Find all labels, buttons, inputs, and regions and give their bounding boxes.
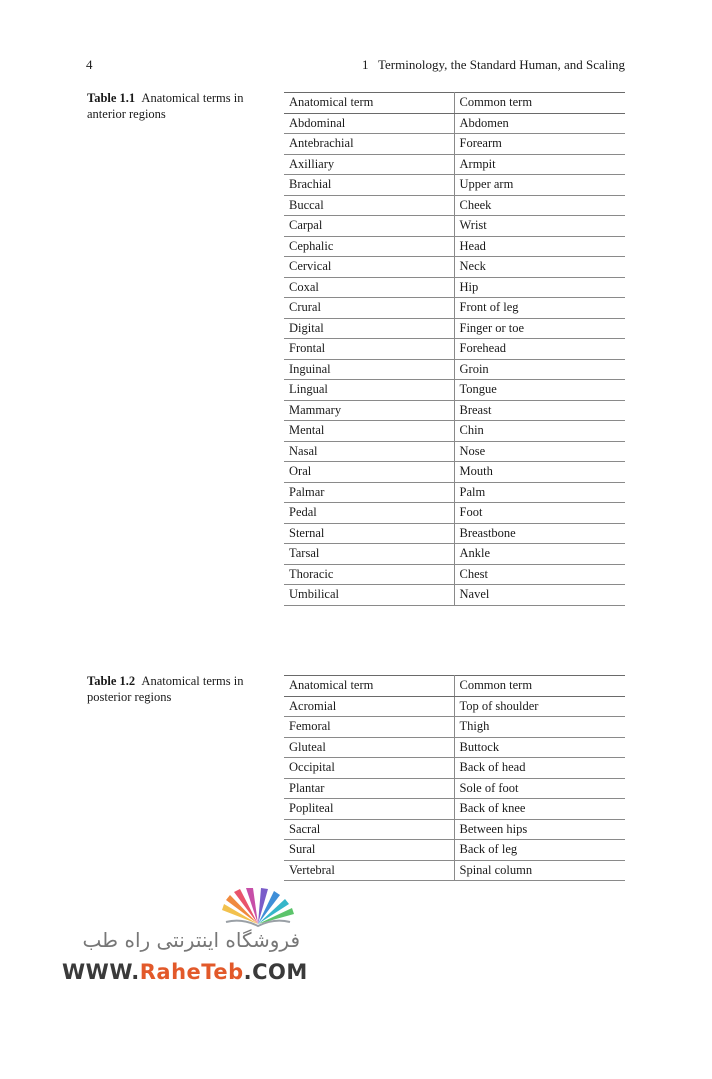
common-term-cell: Front of leg xyxy=(454,298,625,319)
table-row xyxy=(284,585,625,606)
watermark-logo xyxy=(60,888,308,988)
table-row xyxy=(284,113,625,134)
common-term-cell: Palm xyxy=(454,482,625,503)
table-label: Table 1.2 xyxy=(87,674,136,688)
table-caption-text: Anatomical terms in posterior regions xyxy=(87,674,244,704)
anatomical-term-cell: Oral xyxy=(284,462,454,483)
anatomical-term-cell: Popliteal xyxy=(284,799,454,820)
common-term-cell: Nose xyxy=(454,441,625,462)
anatomical-term-cell: Carpal xyxy=(284,216,454,237)
anatomical-term-cell: Thoracic xyxy=(284,564,454,585)
table-row xyxy=(284,523,625,544)
watermark-url-prefix: WWW. xyxy=(62,960,140,984)
watermark-persian-text: فروشگاه اینترنتی راه طب xyxy=(82,928,300,952)
table-row xyxy=(284,462,625,483)
common-term-cell: Forearm xyxy=(454,134,625,155)
anatomical-term-cell: Sural xyxy=(284,840,454,861)
common-term-cell: Hip xyxy=(454,277,625,298)
table-header-row xyxy=(284,93,625,114)
table-row xyxy=(284,380,625,401)
common-term-cell: Buttock xyxy=(454,737,625,758)
common-term-cell: Navel xyxy=(454,585,625,606)
anatomical-term-cell: Femoral xyxy=(284,717,454,738)
anatomical-term-cell: Sacral xyxy=(284,819,454,840)
table-anterior-terms xyxy=(284,92,625,606)
common-term-cell: Top of shoulder xyxy=(454,696,625,717)
table-caption xyxy=(87,673,262,705)
anatomical-term-cell: Frontal xyxy=(284,339,454,360)
anatomical-term-cell: Occipital xyxy=(284,758,454,779)
table-row xyxy=(284,236,625,257)
table-label: Table 1.1 xyxy=(87,91,136,105)
common-term-cell: Forehead xyxy=(454,339,625,360)
table-row xyxy=(284,860,625,881)
common-term-cell: Groin xyxy=(454,359,625,380)
common-term-cell: Ankle xyxy=(454,544,625,565)
table-row xyxy=(284,277,625,298)
table-row xyxy=(284,441,625,462)
table-row xyxy=(284,840,625,861)
table-row xyxy=(284,195,625,216)
common-term-cell: Back of leg xyxy=(454,840,625,861)
running-head: 1 Terminology, the Standard Human, and Scaling xyxy=(361,57,625,72)
common-term-cell: Abdomen xyxy=(454,113,625,134)
common-term-cell: Tongue xyxy=(454,380,625,401)
anatomical-term-cell: Vertebral xyxy=(284,860,454,881)
book-fan-icon xyxy=(216,888,300,928)
anatomical-term-cell: Inguinal xyxy=(284,359,454,380)
anatomical-term-cell: Nasal xyxy=(284,441,454,462)
common-term-cell: Neck xyxy=(454,257,625,278)
anatomical-term-cell: Pedal xyxy=(284,503,454,524)
anatomical-term-cell: Crural xyxy=(284,298,454,319)
table-row xyxy=(284,359,625,380)
column-header: Anatomical term xyxy=(284,676,454,697)
common-term-cell: Finger or toe xyxy=(454,318,625,339)
anatomical-term-cell: Gluteal xyxy=(284,737,454,758)
table-row xyxy=(284,257,625,278)
table-row xyxy=(284,564,625,585)
anatomical-term-cell: Digital xyxy=(284,318,454,339)
common-term-cell: Cheek xyxy=(454,195,625,216)
common-term-cell: Back of knee xyxy=(454,799,625,820)
anatomical-term-cell: Cephalic xyxy=(284,236,454,257)
common-term-cell: Head xyxy=(454,236,625,257)
table-row xyxy=(284,216,625,237)
table-row xyxy=(284,778,625,799)
anatomical-term-cell: Brachial xyxy=(284,175,454,196)
table-row xyxy=(284,737,625,758)
common-term-cell: Mouth xyxy=(454,462,625,483)
anatomical-term-cell: Abdominal xyxy=(284,113,454,134)
anatomical-term-cell: Cervical xyxy=(284,257,454,278)
anatomical-term-cell: Antebrachial xyxy=(284,134,454,155)
anatomical-term-cell: Mammary xyxy=(284,400,454,421)
anatomical-term-cell: Axilliary xyxy=(284,154,454,175)
table-row xyxy=(284,758,625,779)
anatomical-term-cell: Sternal xyxy=(284,523,454,544)
anatomical-term-cell: Acromial xyxy=(284,696,454,717)
table-row xyxy=(284,799,625,820)
anatomical-term-cell: Mental xyxy=(284,421,454,442)
table-header-row xyxy=(284,676,625,697)
table-caption xyxy=(87,90,262,122)
common-term-cell: Back of head xyxy=(454,758,625,779)
table-row xyxy=(284,400,625,421)
anatomical-term-cell: Coxal xyxy=(284,277,454,298)
anatomical-term-cell: Plantar xyxy=(284,778,454,799)
table-posterior-terms xyxy=(284,675,625,881)
common-term-cell: Chin xyxy=(454,421,625,442)
watermark-url[interactable] xyxy=(62,960,308,984)
table-row xyxy=(284,544,625,565)
common-term-cell: Wrist xyxy=(454,216,625,237)
table-row xyxy=(284,421,625,442)
table-row xyxy=(284,482,625,503)
anatomical-term-cell: Umbilical xyxy=(284,585,454,606)
table-row xyxy=(284,696,625,717)
common-term-cell: Upper arm xyxy=(454,175,625,196)
anatomical-term-cell: Tarsal xyxy=(284,544,454,565)
table-row xyxy=(284,318,625,339)
column-header: Anatomical term xyxy=(284,93,454,114)
common-term-cell: Armpit xyxy=(454,154,625,175)
common-term-cell: Breast xyxy=(454,400,625,421)
watermark-url-suffix: .COM xyxy=(243,960,308,984)
table-caption-text: Anatomical terms in anterior regions xyxy=(87,91,244,121)
common-term-cell: Spinal column xyxy=(454,860,625,881)
column-header: Common term xyxy=(454,93,625,114)
table-row xyxy=(284,175,625,196)
anatomical-term-cell: Lingual xyxy=(284,380,454,401)
common-term-cell: Breastbone xyxy=(454,523,625,544)
table-row xyxy=(284,503,625,524)
common-term-cell: Between hips xyxy=(454,819,625,840)
page-number: 4 xyxy=(86,57,93,72)
common-term-cell: Foot xyxy=(454,503,625,524)
column-header: Common term xyxy=(454,676,625,697)
table-row xyxy=(284,298,625,319)
table-row xyxy=(284,339,625,360)
table-row xyxy=(284,717,625,738)
table-row xyxy=(284,154,625,175)
watermark-url-brand: RaheTeb xyxy=(139,960,244,984)
anatomical-term-cell: Palmar xyxy=(284,482,454,503)
common-term-cell: Thigh xyxy=(454,717,625,738)
table-row xyxy=(284,134,625,155)
common-term-cell: Chest xyxy=(454,564,625,585)
anatomical-term-cell: Buccal xyxy=(284,195,454,216)
table-row xyxy=(284,819,625,840)
common-term-cell: Sole of foot xyxy=(454,778,625,799)
